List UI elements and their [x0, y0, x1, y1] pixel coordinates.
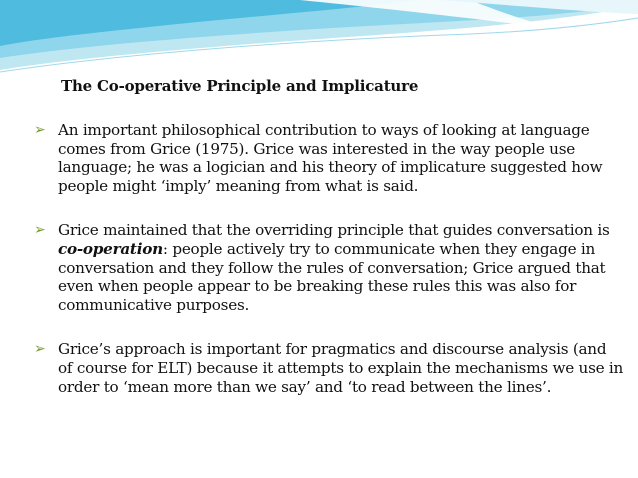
arrow-bullet-icon: ➢	[34, 341, 46, 358]
slide-title: The Co-operative Principle and Implicature	[61, 77, 419, 95]
bullet-list	[34, 121, 624, 422]
bullet-text: An important philosophical contribution to ways of looking at language comes from Grice (1975). Grice was interested in the way people use language; he was a logician and his theory of implicature suggested how people might ‘imply’ meaning from what is said.	[58, 121, 603, 195]
bullet-item	[34, 340, 624, 396]
bullet-text-post: : people actively try to communicate when they engage in conversation and they follow the rules of conversation; Grice argued that even when people appear to be breaking these rules this was also for communicative purposes.	[58, 239, 606, 314]
decorative-wave-header	[0, 0, 638, 80]
arrow-bullet-icon: ➢	[34, 222, 46, 239]
bullet-text-pre: Grice maintained that the overriding principle that guides conversation is	[58, 221, 610, 240]
bullet-item	[34, 121, 624, 195]
arrow-bullet-icon: ➢	[34, 122, 46, 138]
bullet-text	[58, 221, 624, 314]
bullet-item	[34, 221, 624, 314]
bullet-text: Grice’s approach is important for pragmatics and discourse analysis (and of course for ELT) because it attempts to explain the mechanisms we use in order to ‘mean more than we say’ and ‘to read between the lines’.	[58, 340, 624, 396]
emphasized-term: co-operation	[58, 239, 163, 258]
